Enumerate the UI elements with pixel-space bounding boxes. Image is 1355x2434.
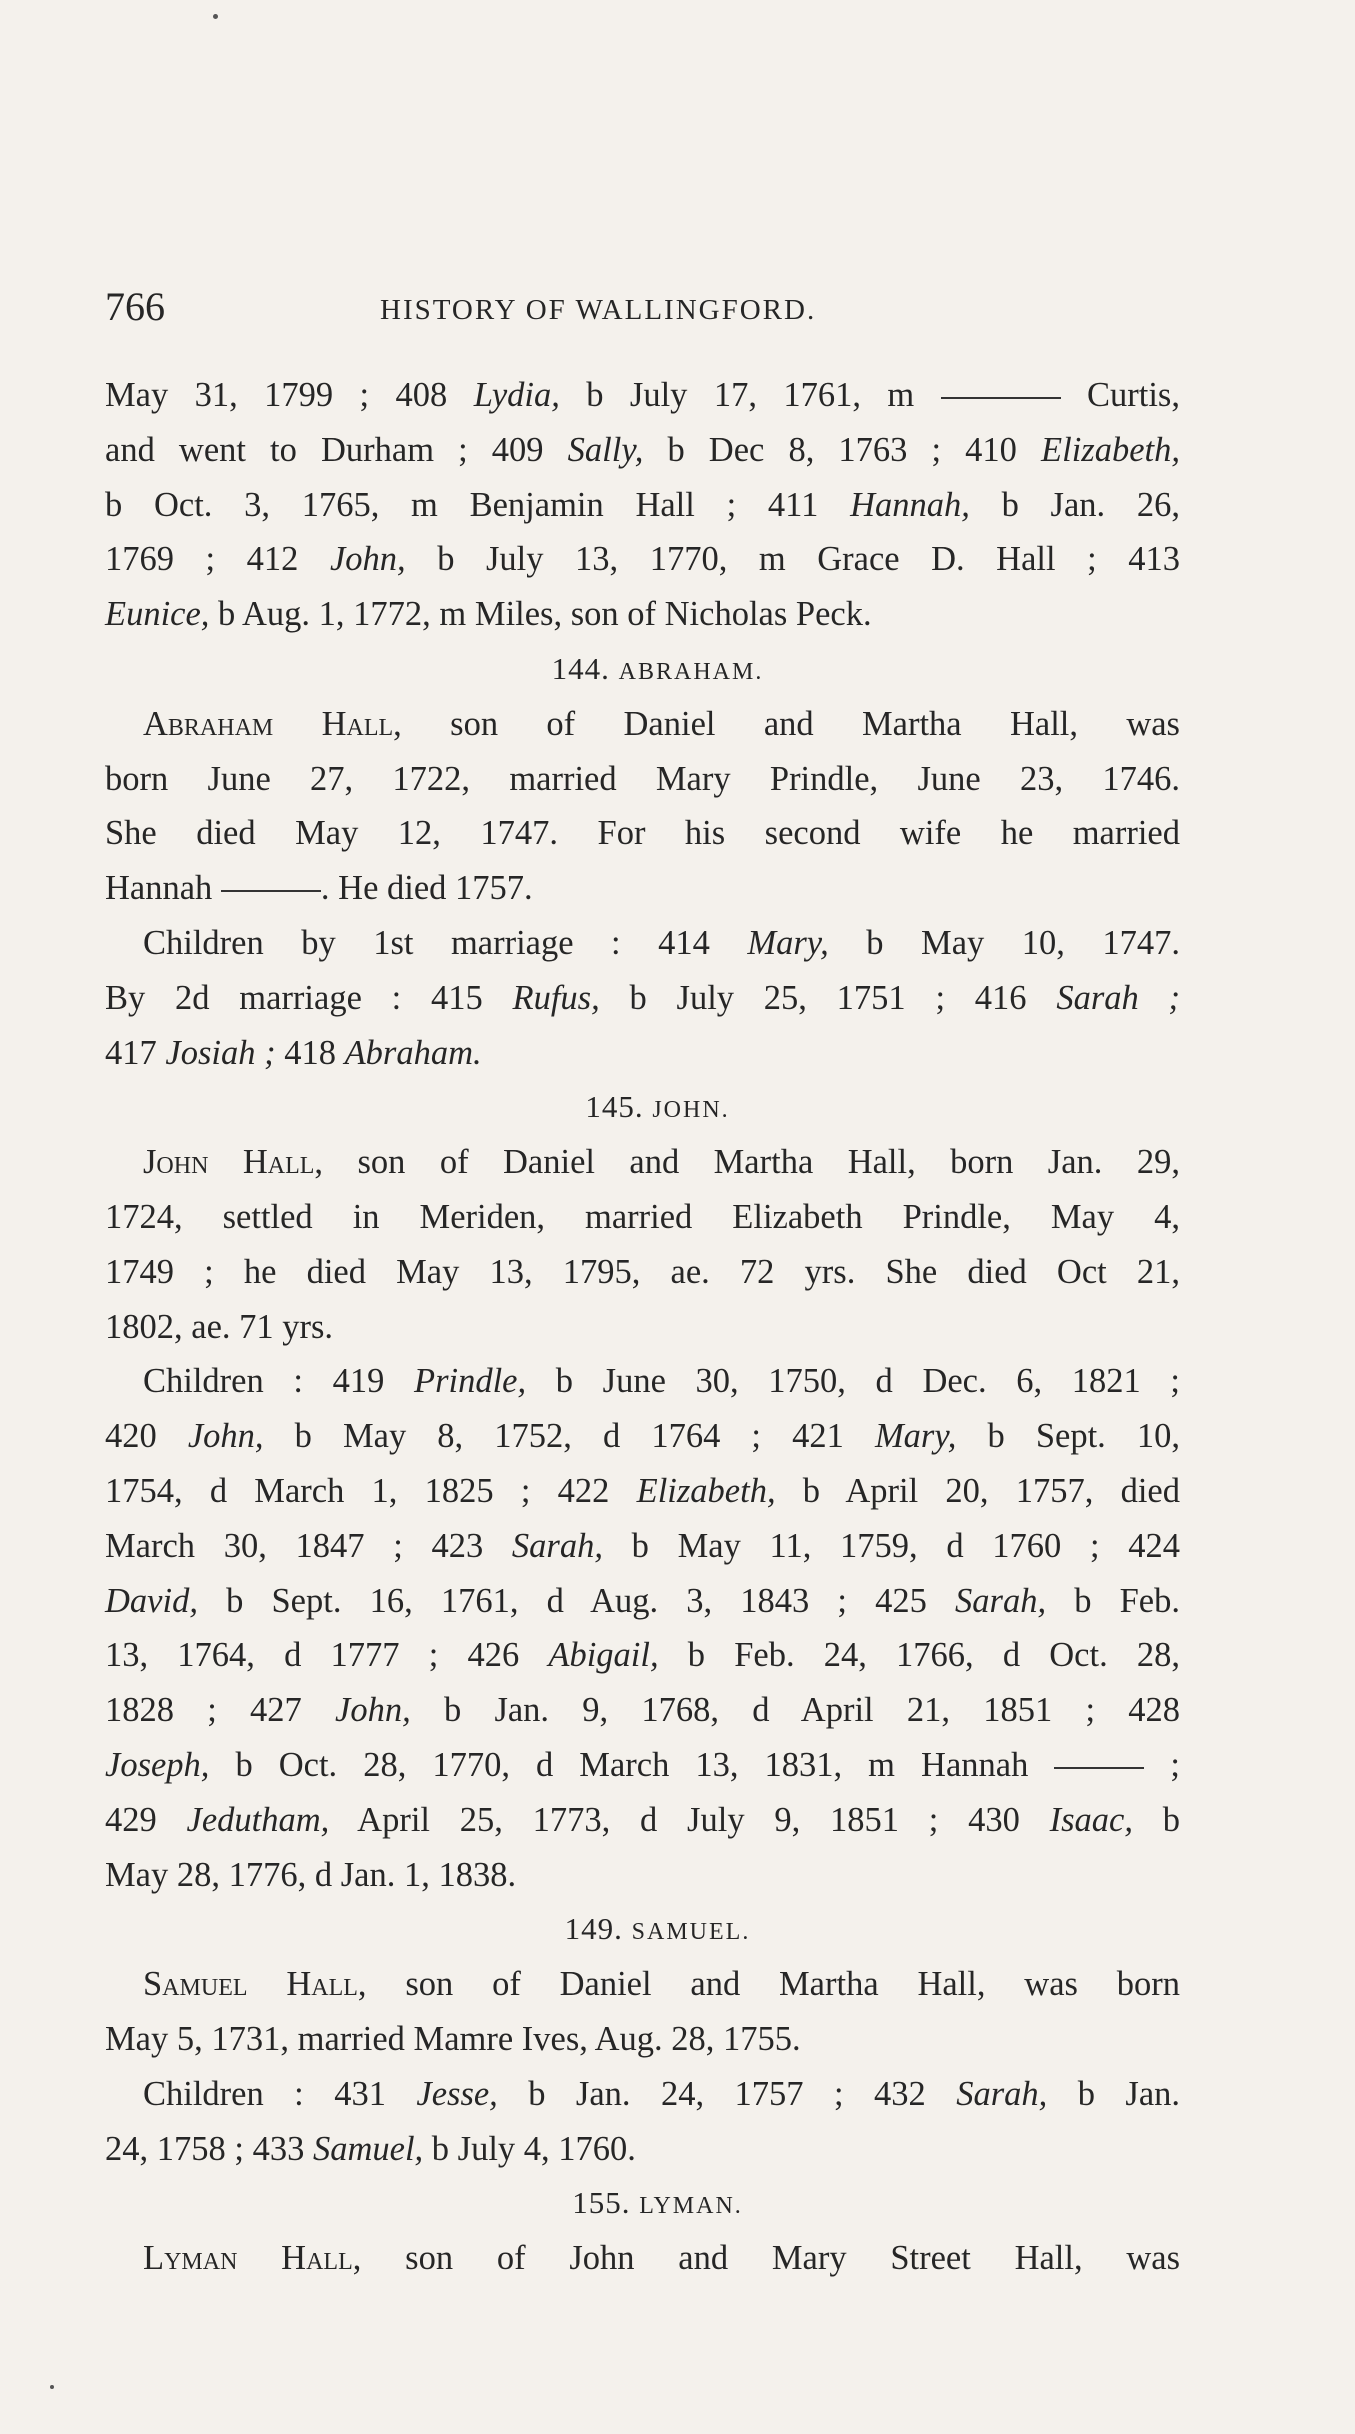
text-line: John Hall, son of Daniel and Martha Hall, born Jan. 29,: [143, 1143, 1180, 1182]
section-heading-149: 149. SAMUEL.: [564, 1911, 751, 1947]
text-line: May 28, 1776, d Jan. 1, 1838.: [105, 1855, 517, 1894]
text-line: b Oct. 3, 1765, m Benjamin Hall ; 411 Hannah, b Jan. 26,: [105, 485, 1180, 524]
page-header: [105, 283, 1185, 333]
text-line: Joseph, b Oct. 28, 1770, d March 13, 1831, m Hannah ;: [105, 1745, 1180, 1784]
section-heading-145: 145. JOHN.: [585, 1089, 730, 1125]
text-line: She died May 12, 1747. For his second wife he married: [105, 814, 1180, 853]
text-line: Hannah . He died 1757.: [105, 869, 533, 908]
text-line: Children by 1st marriage : 414 Mary, b May 10, 1747.: [143, 923, 1180, 962]
page-number: 766: [105, 284, 165, 329]
text-line: 1802, ae. 71 yrs.: [105, 1307, 334, 1346]
text-line: 417 Josiah ; 418 Abraham.: [105, 1033, 482, 1072]
text-line: Children : 431 Jesse, b Jan. 24, 1757 ; 432 Sarah, b Jan.: [143, 2074, 1181, 2113]
text-line: Lyman Hall, son of John and Mary Street Hall, was: [143, 2239, 1181, 2278]
text-line: 429 Jedutham, April 25, 1773, d July 9, 1851 ; 430 Isaac, b: [105, 1800, 1181, 1839]
section-heading-144: 144. ABRAHAM.: [551, 650, 764, 686]
text-line: Eunice, b Aug. 1, 1772, m Miles, son of Nicholas Peck.: [105, 595, 872, 634]
text-line: 24, 1758 ; 433 Samuel, b July 4, 1760.: [105, 2129, 636, 2168]
text-line: 1724, settled in Meriden, married Elizabeth Prindle, May 4,: [105, 1197, 1180, 1236]
paper-speck: [213, 14, 218, 19]
blank-dash: [1054, 1767, 1144, 1769]
running-title: HISTORY OF WALLINGFORD.: [380, 294, 817, 326]
text-line: 1828 ; 427 John, b Jan. 9, 1768, d April 21, 1851 ; 428: [105, 1691, 1181, 1730]
paper-speck: [50, 2385, 54, 2389]
page-body: [105, 368, 1180, 2286]
text-line: Samuel Hall, son of Daniel and Martha Hall, was born: [143, 1965, 1180, 2004]
text-line: Children : 419 Prindle, b June 30, 1750, d Dec. 6, 1821 ;: [143, 1362, 1180, 1401]
text-line: By 2d marriage : 415 Rufus, b July 25, 1751 ; 416 Sarah ;: [105, 978, 1180, 1017]
text-line: born June 27, 1722, married Mary Prindle, June 23, 1746.: [105, 759, 1180, 798]
blank-dash: [221, 890, 321, 892]
text-line: Abraham Hall, son of Daniel and Martha Hall, was: [143, 704, 1180, 743]
text-line: March 30, 1847 ; 423 Sarah, b May 11, 1759, d 1760 ; 424: [105, 1526, 1180, 1565]
text-line: and went to Durham ; 409 Sally, b Dec 8, 1763 ; 410 Elizabeth,: [105, 430, 1180, 469]
text-line: 420 John, b May 8, 1752, d 1764 ; 421 Mary, b Sept. 10,: [105, 1417, 1180, 1456]
blank-dash: [941, 397, 1061, 399]
text-line: 13, 1764, d 1777 ; 426 Abigail, b Feb. 24, 1766, d Oct. 28,: [105, 1636, 1180, 1675]
text-line: May 31, 1799 ; 408 Lydia, b July 17, 1761, m Curtis,: [105, 376, 1180, 414]
text-line: 1769 ; 412 John, b July 13, 1770, m Grace D. Hall ; 413: [105, 540, 1180, 579]
text-line: 1754, d March 1, 1825 ; 422 Elizabeth, b April 20, 1757, died: [105, 1471, 1180, 1510]
text-line: 1749 ; he died May 13, 1795, ae. 72 yrs. She died Oct 21,: [105, 1252, 1180, 1291]
text-line: May 5, 1731, married Mamre Ives, Aug. 28, 1755.: [105, 2019, 801, 2058]
text-line: David, b Sept. 16, 1761, d Aug. 3, 1843 ; 425 Sarah, b Feb.: [105, 1581, 1180, 1620]
section-heading-155: 155. LYMAN.: [572, 2185, 743, 2221]
